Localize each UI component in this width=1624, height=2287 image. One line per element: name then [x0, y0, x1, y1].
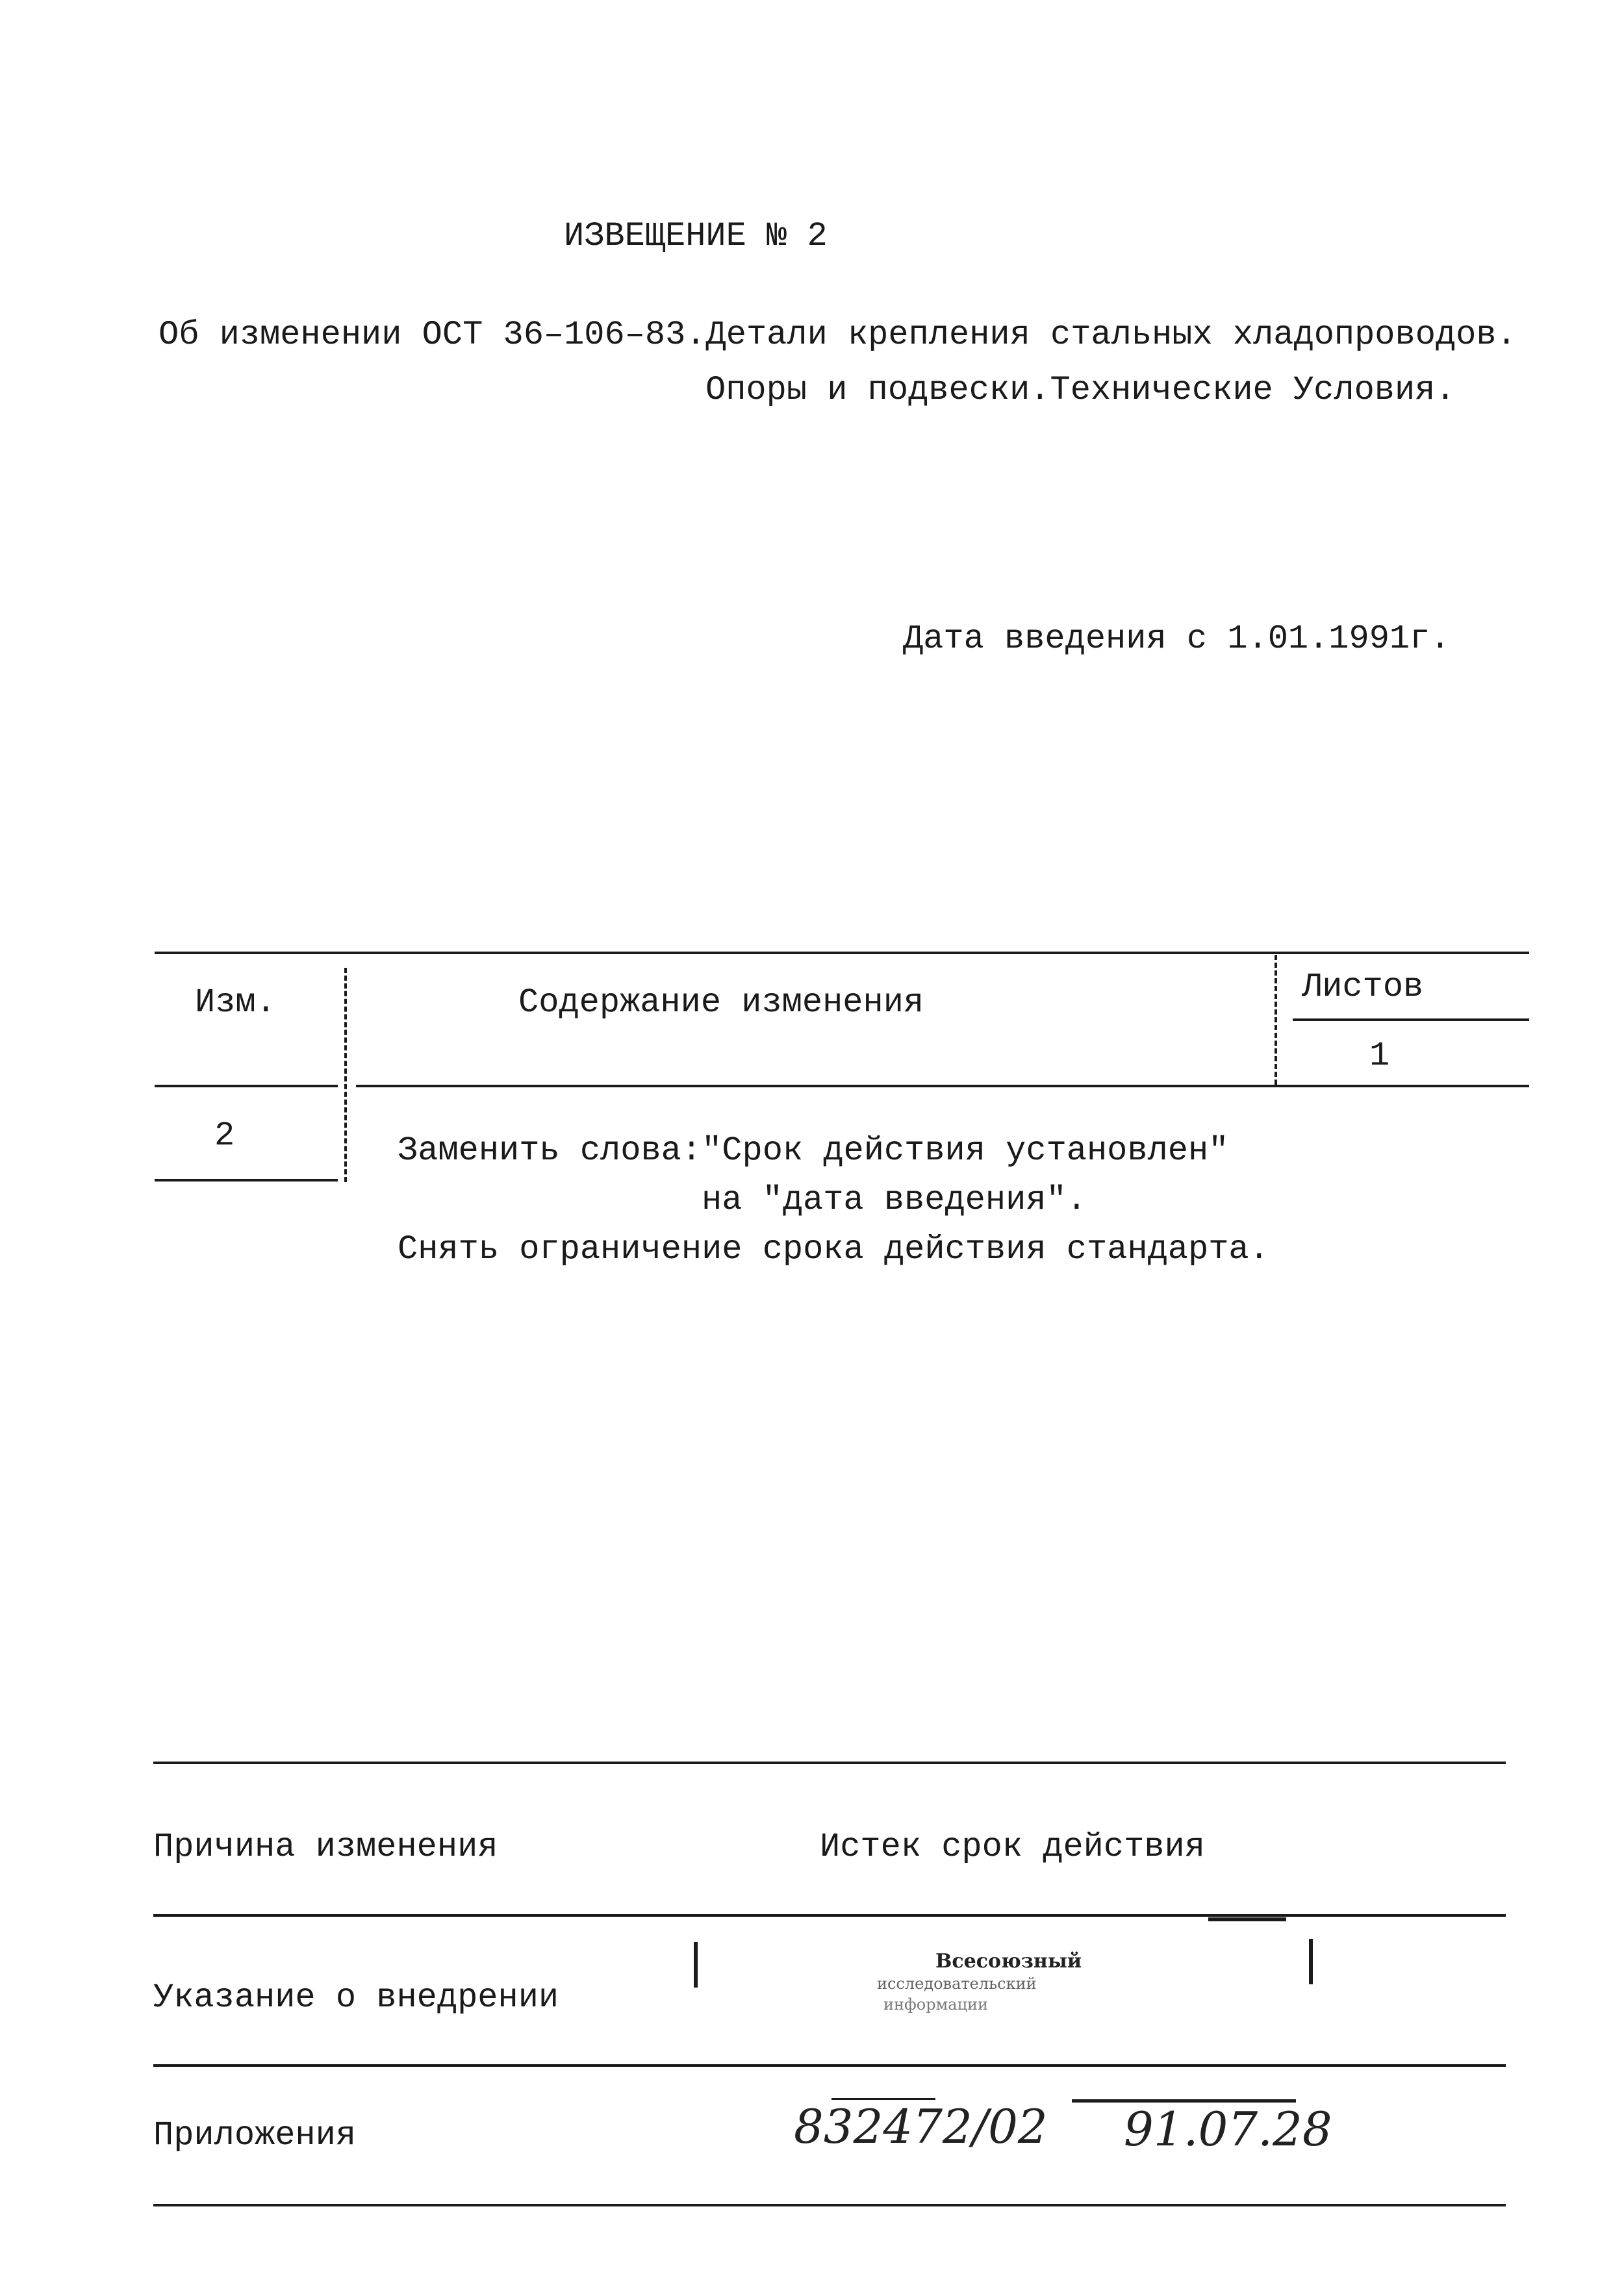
- row-line2: на "дата введения".: [702, 1181, 1087, 1219]
- table-divider-right: [1275, 955, 1277, 1085]
- implementation-label: Указание о внедрении: [153, 1978, 559, 2017]
- stamp-mark-right: [1309, 1939, 1313, 1984]
- footer-rule-2: [153, 1914, 1506, 1917]
- header-sheets: Листов: [1302, 968, 1424, 1006]
- header-bottom-rule-left: [155, 1085, 338, 1087]
- stamp-line3: информации: [883, 1995, 988, 2014]
- effective-date: Дата введения с 1.01.1991г.: [903, 620, 1451, 658]
- stamp-mark-left: [694, 1942, 698, 1988]
- sheets-rule: [1293, 1018, 1529, 1021]
- reason-label: Причина изменения: [153, 1828, 498, 1866]
- footer-bottom-rule: [153, 2204, 1506, 2206]
- notice-subject-line1: Об изменении ОСТ 36–106–83.Детали крепления стальных хладопроводов.: [159, 316, 1517, 354]
- notice-title: ИЗВЕЩЕНИЕ № 2: [564, 217, 828, 255]
- header-bottom-rule-right: [356, 1085, 1529, 1087]
- reason-value: Истек срок действия: [820, 1828, 1205, 1866]
- library-stamp: [838, 1916, 1215, 2020]
- handwritten-registration: 832472/02: [794, 2099, 1048, 2154]
- attachments-label: Приложения: [153, 2116, 357, 2154]
- row-line3: Снять ограничение срока действия стандарта.: [398, 1230, 1269, 1269]
- row-line1: Заменить слова:"Срок действия установлен": [398, 1131, 1229, 1170]
- notice-subject-line2: Опоры и подвески.Технические Условия.: [705, 371, 1456, 409]
- row-num-rule: [155, 1179, 338, 1181]
- stamp-line2: исследовательский: [877, 1975, 1037, 1993]
- header-num: Изм.: [195, 983, 276, 1022]
- sheets-count: 1: [1369, 1037, 1390, 1075]
- table-top-rule: [155, 952, 1529, 954]
- footer-rule-3: [153, 2064, 1506, 2067]
- footer-top-rule: [153, 1762, 1506, 1764]
- stamp-mark-top: [1208, 1917, 1286, 1921]
- table-divider-left: [344, 968, 347, 1182]
- stamp-line1: Всесоюзный: [935, 1950, 1082, 1973]
- row-num: 2: [214, 1117, 235, 1155]
- handwritten-date: 91.07.28: [1124, 2102, 1332, 2156]
- header-content: Содержание изменения: [518, 983, 924, 1022]
